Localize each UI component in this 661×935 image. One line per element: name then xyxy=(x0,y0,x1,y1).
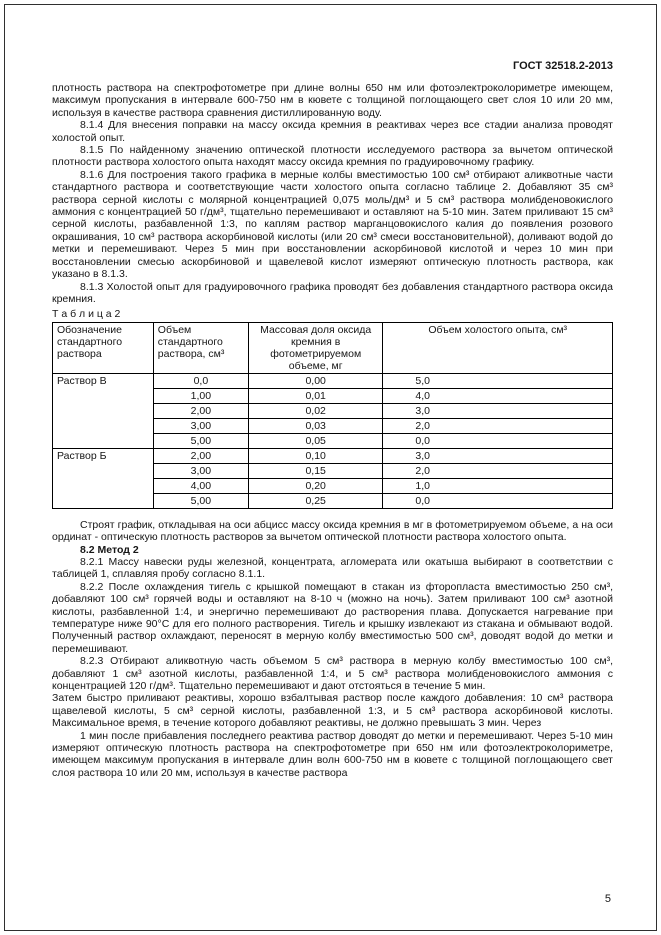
table-group-label: Раствор Б xyxy=(53,448,154,508)
table-cell: 4,00 xyxy=(153,478,248,493)
table-cell: 0,25 xyxy=(248,493,382,508)
para-8-1-6: 8.1.6 Для построения такого графика в мерные колбы вместимостью 100 см³ отбирают аликвотные части стандартного раствора и соответствующие части холостого опыта согласно таблице 2. Добавляют 35 см³ раствора серной кислоты с молярной концентрацией 0,075 моль/дм³ и 5 см³ раствора молибденовокислого аммония с концентрацией 50 г/дм³, тщательно перемешивают и оставляют на 5-10 мин. Затем приливают 15 см³ серной кислоты, разбавленной 1:3, по каплям раствор марганцовокислого калия до появления розового окрашивания, 10 см³ раствора аскорбиновой кислоты (или 20 см³ смеси восстановительной), доливают водой до метки и перемешивают. Через 5 мин при восстановлении аскорбиновой кислотой и через 10 мин при восстановлении смесью аскорбиновой и щавелевой кислот измеряют оптическую плотность раствора, как указано в 8.1.3. xyxy=(52,168,613,281)
document-body xyxy=(52,82,613,779)
table-2 xyxy=(52,322,613,509)
para-8-2-3: 8.2.3 Отбирают аликвотную часть объемом 5 см³ раствора в мерную колбу вместимостью 100 см³, добавляют 1 см³ азотной кислоты, разбавленной 1:4, и 5 см³ раствора молибденовокислого аммония с концентрацией 120 г/дм³. Тщательно перемешивают и дают отстояться в течение 5 мин. xyxy=(52,655,613,692)
table-cell: 2,0 xyxy=(383,418,613,433)
table-cell: 2,0 xyxy=(383,463,613,478)
table-cell: 0,0 xyxy=(153,373,248,388)
doc-code: ГОСТ 32518.2-2013 xyxy=(513,60,613,72)
table-cell: 1,0 xyxy=(383,478,613,493)
table-cell: 0,02 xyxy=(248,403,382,418)
table-cell: 0,00 xyxy=(248,373,382,388)
table-cell: 0,01 xyxy=(248,388,382,403)
table-row xyxy=(53,448,613,463)
table-header-cell: Объем стандартного раствора, см³ xyxy=(153,322,248,373)
para-final: 1 мин после прибавления последнего реактива раствор доводят до метки и перемешивают. Через 5-10 мин измеряют оптическую плотность раствора на спектрофотометре при 650 нм или фотоэлектроколориметре, имеющем максимум пропускания в интервале длин волн 600-750 нм в кювете с толщиной поглощающего свет слоя раствора 10 или 20 мм, используя в качестве раствора xyxy=(52,729,613,779)
para-8-2-1: 8.2.1 Массу навески руды железной, концентрата, агломерата или окатыша выбирают в соответствии с таблицей 1, сплавляя пробу согласно 8.1.1. xyxy=(52,555,613,581)
table-cell: 2,00 xyxy=(153,403,248,418)
table-cell: 1,00 xyxy=(153,388,248,403)
table-cell: 0,10 xyxy=(248,448,382,463)
table-cell: 3,00 xyxy=(153,418,248,433)
table-cell: 0,05 xyxy=(248,433,382,448)
table-caption: Т а б л и ц а 2 xyxy=(52,308,121,321)
table-group-label: Раствор В xyxy=(53,373,154,448)
para-8-1-3: 8.1.3 Холостой опыт для градуировочного графика проводят без добавления стандартного раствора оксида кремния. xyxy=(52,280,613,305)
para-8-1-4: 8.1.4 Для внесения поправки на массу оксида кремния в реактивах через все стадии анализа проводят холостой опыт. xyxy=(52,119,613,144)
table-cell: 0,0 xyxy=(383,493,613,508)
para-8-2-2: 8.2.2 После охлаждения тигель с крышкой помещают в стакан из фторопласта вместимостью 250 см³, добавляют 100 см³ горячей воды и оставляют на 8-10 ч (можно на ночь). Затем приливают 100 см³ азотной кислоты, разбавленной 1:4, и энергично перемешивают до растворения плава. Допускается нагревание при температуре ниже 90°С для его полного растворения. Тигель и крышку извлекают из стакана и обмывают водой. Полученный раствор охлаждают, переносят в мерную колбу вместимостью 500 см³, доводят водой до метки и перемешивают. xyxy=(52,580,613,655)
table-cell: 4,0 xyxy=(383,388,613,403)
para-graph-plotting: Строят график, откладывая на оси абцисс массу оксида кремния в мг в фотометрируемом объеме, а на оси ординат - оптическую плотность растворов за вычетом оптической плотности раствора холостого опыта. xyxy=(52,518,613,544)
heading-8-2: 8.2 Метод 2 xyxy=(80,543,139,556)
table-cell: 0,15 xyxy=(248,463,382,478)
table-cell: 0,0 xyxy=(383,433,613,448)
table-header-row xyxy=(53,322,613,373)
table-cell: 5,00 xyxy=(153,493,248,508)
table-cell: 5,00 xyxy=(153,433,248,448)
para-continuation: плотность раствора на спектрофотометре при длине волны 650 нм или фотоэлектроколориметре имеющем, максимум пропускания в интервале 600-750 нм в кювете с толщиной поглощающего свет слоя 10 или 20 мм, используя в качестве раствора сравнения дистиллированную воду. xyxy=(52,82,613,119)
table-cell: 3,0 xyxy=(383,448,613,463)
table-row xyxy=(53,373,613,388)
table-cell: 5,0 xyxy=(383,373,613,388)
table-cell: 0,20 xyxy=(248,478,382,493)
table-header-cell: Объем холостого опыта, см³ xyxy=(383,322,613,373)
para-reagents: Затем быстро приливают реактивы, хорошо взбалтывая раствор после каждого добавления: 10 см³ раствора щавелевой кислоты, 5 см³ серной кислоты, разбавленной 1:3, и 5 см³ раствора аскорбиновой кислоты. Максимальное время, в течение которого добавляют реактивы, не должно превышать 3 мин. Через xyxy=(52,692,613,730)
table-header-cell: Массовая доля оксида кремния в фотометрируемом объеме, мг xyxy=(248,322,382,373)
table-header-cell: Обозначение стандартного раствора xyxy=(53,322,154,373)
table-cell: 3,0 xyxy=(383,403,613,418)
table-cell: 0,03 xyxy=(248,418,382,433)
table-cell: 3,00 xyxy=(153,463,248,478)
page-number: 5 xyxy=(604,893,611,905)
table-cell: 2,00 xyxy=(153,448,248,463)
para-8-1-5: 8.1.5 По найденному значению оптической плотности исследуемого раствора за вычетом оптической плотности раствора холостого опыта находят массу оксида кремния по градуировочному графику. xyxy=(52,144,613,169)
